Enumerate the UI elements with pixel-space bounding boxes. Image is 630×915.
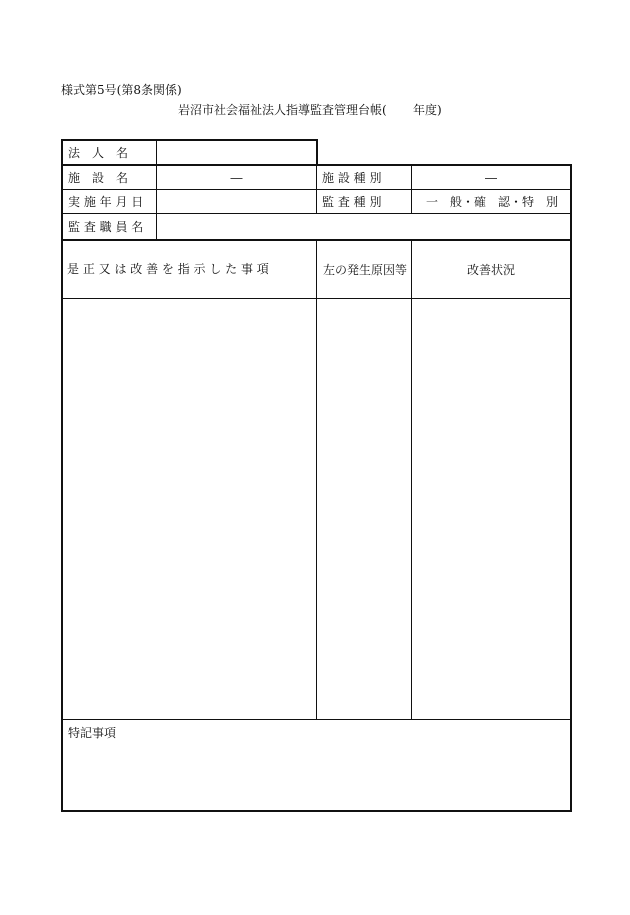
correction-cell[interactable]: [63, 299, 316, 719]
cause-cell[interactable]: [317, 299, 411, 719]
facility-name-label: 施 設 名: [68, 171, 129, 185]
facility-type-label: 施 設 種 別: [322, 171, 382, 185]
audit-type-label: 監 査 種 別: [322, 195, 382, 209]
auditor-label: 監 査 職 員 名: [68, 220, 144, 234]
special-notes-area[interactable]: [63, 742, 570, 809]
status-cell[interactable]: [412, 299, 570, 719]
special-notes-label: 特記事項: [68, 726, 117, 740]
corp-name-label: 法 人 名: [68, 146, 129, 160]
audit-type-field[interactable]: 一 般・確 認・特 別: [426, 195, 559, 209]
facility-name-field[interactable]: ―: [230, 171, 243, 185]
year-suffix: 年度): [413, 103, 442, 117]
col-cause-header: 左の発生原因等: [323, 263, 408, 277]
date-label: 実 施 年 月 日: [68, 195, 144, 209]
facility-type-field[interactable]: ―: [485, 171, 497, 185]
col-status-header: 改善状況: [466, 263, 515, 277]
page-title: 岩沼市社会福祉法人指導監査管理台帳(: [178, 103, 387, 117]
form-number: 様式第5号(第8条関係): [61, 83, 182, 97]
col-correction-header: 是 正 又 は 改 善 を 指 示 し た 事 項: [67, 262, 269, 276]
